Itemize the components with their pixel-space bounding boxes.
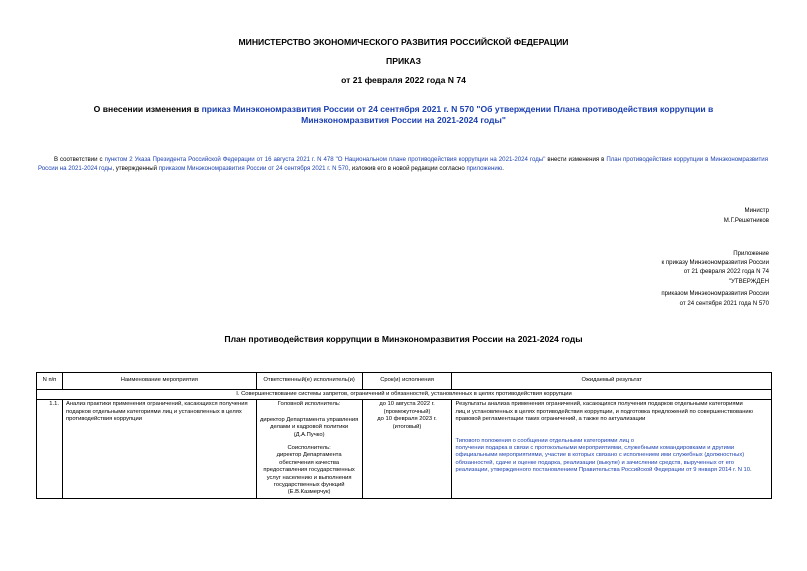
- decree-link[interactable]: пунктом 2 Указа Президента Российской Федерации от 16 августа 2021 г. N 478 "О Национальном плане противодействия коррупции на 2021-2024 годы": [104, 156, 546, 163]
- deadline-2: (промежуточный): [383, 408, 431, 415]
- appendix-line: "УТВЕРЖДЕН: [728, 278, 769, 285]
- appendix-line: Приложение: [733, 250, 769, 257]
- body-text-1: В соответствии с: [54, 156, 105, 163]
- col-header-result: Ожидаемый результат: [452, 373, 772, 390]
- activity-line-1: Анализ практики применения ограничений, касающихся получения: [65, 401, 248, 408]
- row-num: 1.1.: [37, 400, 63, 498]
- body-text-2: внести изменения в: [545, 156, 607, 163]
- body-text-4: , изложив его в новой редакции согласно: [348, 164, 467, 172]
- doc-date-number: от 21 февраля 2022 года N 74: [341, 75, 466, 85]
- row-activity: [62, 400, 256, 498]
- amended-order-link[interactable]: приказ Минэкономразвития России от 24 сентября 2021 г. N 570 "Об утверждении Плана противодействия коррупции в Минэкономразвития России на 2021-2024 годы": [201, 104, 714, 125]
- col-header-name: Наименование мероприятия: [62, 373, 256, 390]
- lead-description: директор Департамента управления делами и кадровой политики: [260, 416, 359, 431]
- lead-label: Головной исполнитель:: [277, 401, 341, 408]
- deadline-3: до 10 февраля 2023 г.: [377, 416, 437, 423]
- result-end: .: [750, 467, 752, 474]
- standard-regulation-link-cont[interactable]: получении подарка в связи с протокольными мероприятиями, служебными командировками и другими официальными мероприятиями, участие в которых связано с исполнением ими служебных (должностных) обязанностей, сдаче и оценке подарка, реализации (выкупе) и зачислении средств, вырученных от его реализации, утвержденного постановлением Правительства Российской Федерации от 9 января 2014 г. N 10: [455, 445, 751, 474]
- section-row: [37, 390, 772, 400]
- co-label: Соисполнитель:: [287, 445, 331, 452]
- appendix-line: от 24 сентября 2021 года N 570: [679, 300, 769, 307]
- plan-link[interactable]: План противодействия коррупции в Минэкономразвития России на 2021-2024 годы: [38, 156, 769, 172]
- col-header-num: N п/п: [37, 373, 63, 390]
- deadline-4: (итоговый): [392, 423, 422, 430]
- section-title: I. Совершенствование системы запретов, ограничений и обязанностей, установленных в целях противодействия коррупции: [37, 390, 772, 400]
- result-link-wrap-2: [455, 445, 768, 475]
- signature-position: Министр: [744, 207, 769, 214]
- appendix-line: приказом Минэкономразвития России: [661, 290, 769, 297]
- table-header-row: [37, 373, 772, 390]
- col-header-deadline: Срок(и) исполнения: [362, 373, 452, 390]
- doc-title-prefix: О внесении изменения в: [93, 104, 202, 114]
- row-result: [452, 400, 772, 498]
- result-line-1: Результаты анализа применения ограничений, касающихся получения подарков отдельными категориями: [455, 401, 743, 408]
- result-link-wrap: [455, 438, 768, 445]
- plan-table: [36, 372, 772, 499]
- appendix-line: от 21 февраля 2022 года N 74: [683, 268, 769, 275]
- doc-type: ПРИКАЗ: [386, 56, 421, 66]
- body-text-3: , утвержденный: [112, 164, 159, 172]
- appendix-link[interactable]: приложению: [466, 164, 503, 172]
- co-person: (Е.В.Казмерчук): [287, 489, 331, 496]
- order-570-link[interactable]: приказом Минэкономразвития России от 24 сентября 2021 г. N 570: [158, 164, 349, 172]
- deadline-1: до 10 августа 2022 г.: [379, 401, 435, 408]
- col-header-responsible: Ответственный(е) исполнитель(и): [256, 373, 362, 390]
- body-text-5: .: [502, 164, 504, 172]
- result-line-2: лиц и установленных в целях противодействия коррупции, и подготовка предложений по совершенствованию правовой регламентации таких ограничений, а также по актуализации: [455, 408, 753, 423]
- body-paragraph: [38, 156, 768, 173]
- appendix-line: к приказу Минэкономразвития России: [661, 259, 769, 266]
- activity-line-2: подарков отдельными категориями лиц и установленных в целях противодействия коррупции: [65, 408, 242, 423]
- table-row: [37, 400, 772, 498]
- signature-name: М.Г.Решетников: [723, 217, 769, 224]
- row-deadline: [362, 400, 452, 498]
- standard-regulation-link[interactable]: Типового положения о сообщении отдельными категориями лиц о: [455, 437, 634, 444]
- plan-title: План противодействия коррупции в Минэкономразвития России на 2021-2024 годы: [224, 334, 583, 344]
- lead-person: (Д.А.Пучко): [293, 431, 325, 438]
- co-description: директор Департамента обеспечения качества предоставления государственных услуг населению и выполнения государственных функций: [263, 452, 355, 489]
- row-responsible: [256, 400, 362, 498]
- ministry-heading: МИНИСТЕРСТВО ЭКОНОМИЧЕСКОГО РАЗВИТИЯ РОССИЙСКОЙ ФЕДЕРАЦИИ: [238, 37, 569, 47]
- doc-title: [70, 104, 737, 126]
